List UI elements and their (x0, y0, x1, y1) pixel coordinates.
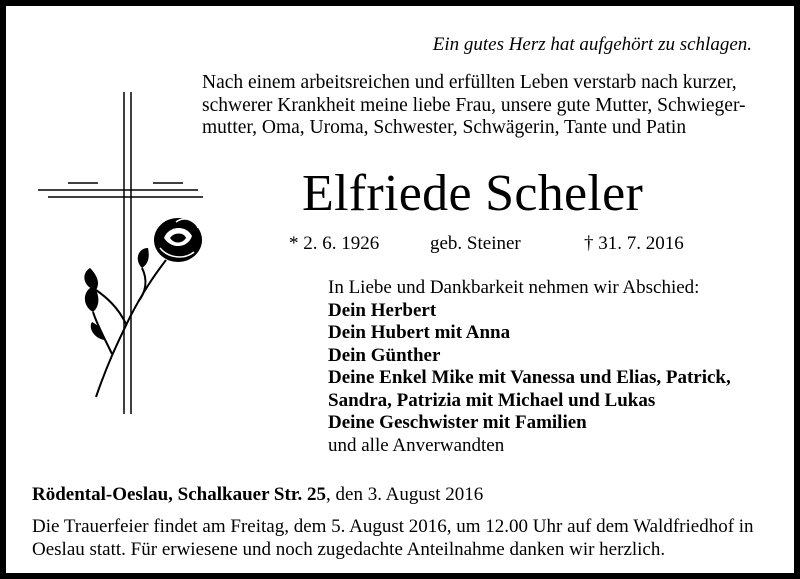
death-date: † 31. 7. 2016 (584, 233, 684, 254)
mourners-closing: und alle Anverwandten (328, 434, 505, 456)
motto: Ein gutes Herz hat aufgehört zu schlagen. (432, 34, 752, 55)
letter-date: , den 3. August 2016 (326, 484, 484, 505)
mourner-line: Sandra, Patrizia mit Michael und Lukas (328, 389, 656, 411)
mourners-list (328, 277, 788, 457)
mourners-intro: In Liebe und Dankbarkeit nehmen wir Abschied: (328, 277, 700, 298)
maiden-name: geb. Steiner (430, 233, 521, 254)
mourner-line: Deine Enkel Mike mit Vanessa und Elias, Patrick, (328, 367, 731, 388)
mourner-line: Dein Hubert mit Anna (328, 322, 511, 343)
mourner-line: Dein Herbert (328, 299, 437, 321)
mourner-line: Dein Günther (328, 344, 441, 366)
deceased-name: Elfriede Scheler (302, 165, 644, 222)
intro-text: Nach einem arbeitsreichen und erfüllten Leben verstarb nach kurzer, schwerer Krankheit meine liebe Frau, unsere gute Mutter, Schwieger-mutter, Oma, Uroma, Schwester, Schwägerin, Tante und Patin (202, 72, 746, 138)
birth-date: * 2. 6. 1926 (289, 233, 380, 254)
place-address: Rödental-Oeslau, Schalkauer Str. 25 (32, 484, 327, 505)
cross-with-rose-icon (38, 92, 208, 417)
place-date-line (32, 484, 483, 506)
mourner-line: Deine Geschwister mit Familien (328, 412, 587, 433)
funeral-service-text: Die Trauerfeier findet am Freitag, dem 5. August 2016, um 12.00 Uhr auf dem Waldfriedhof in Oeslau statt. Für erwiesene und noch zugedachte Anteilnahme danken wir herzlich. (32, 516, 754, 560)
